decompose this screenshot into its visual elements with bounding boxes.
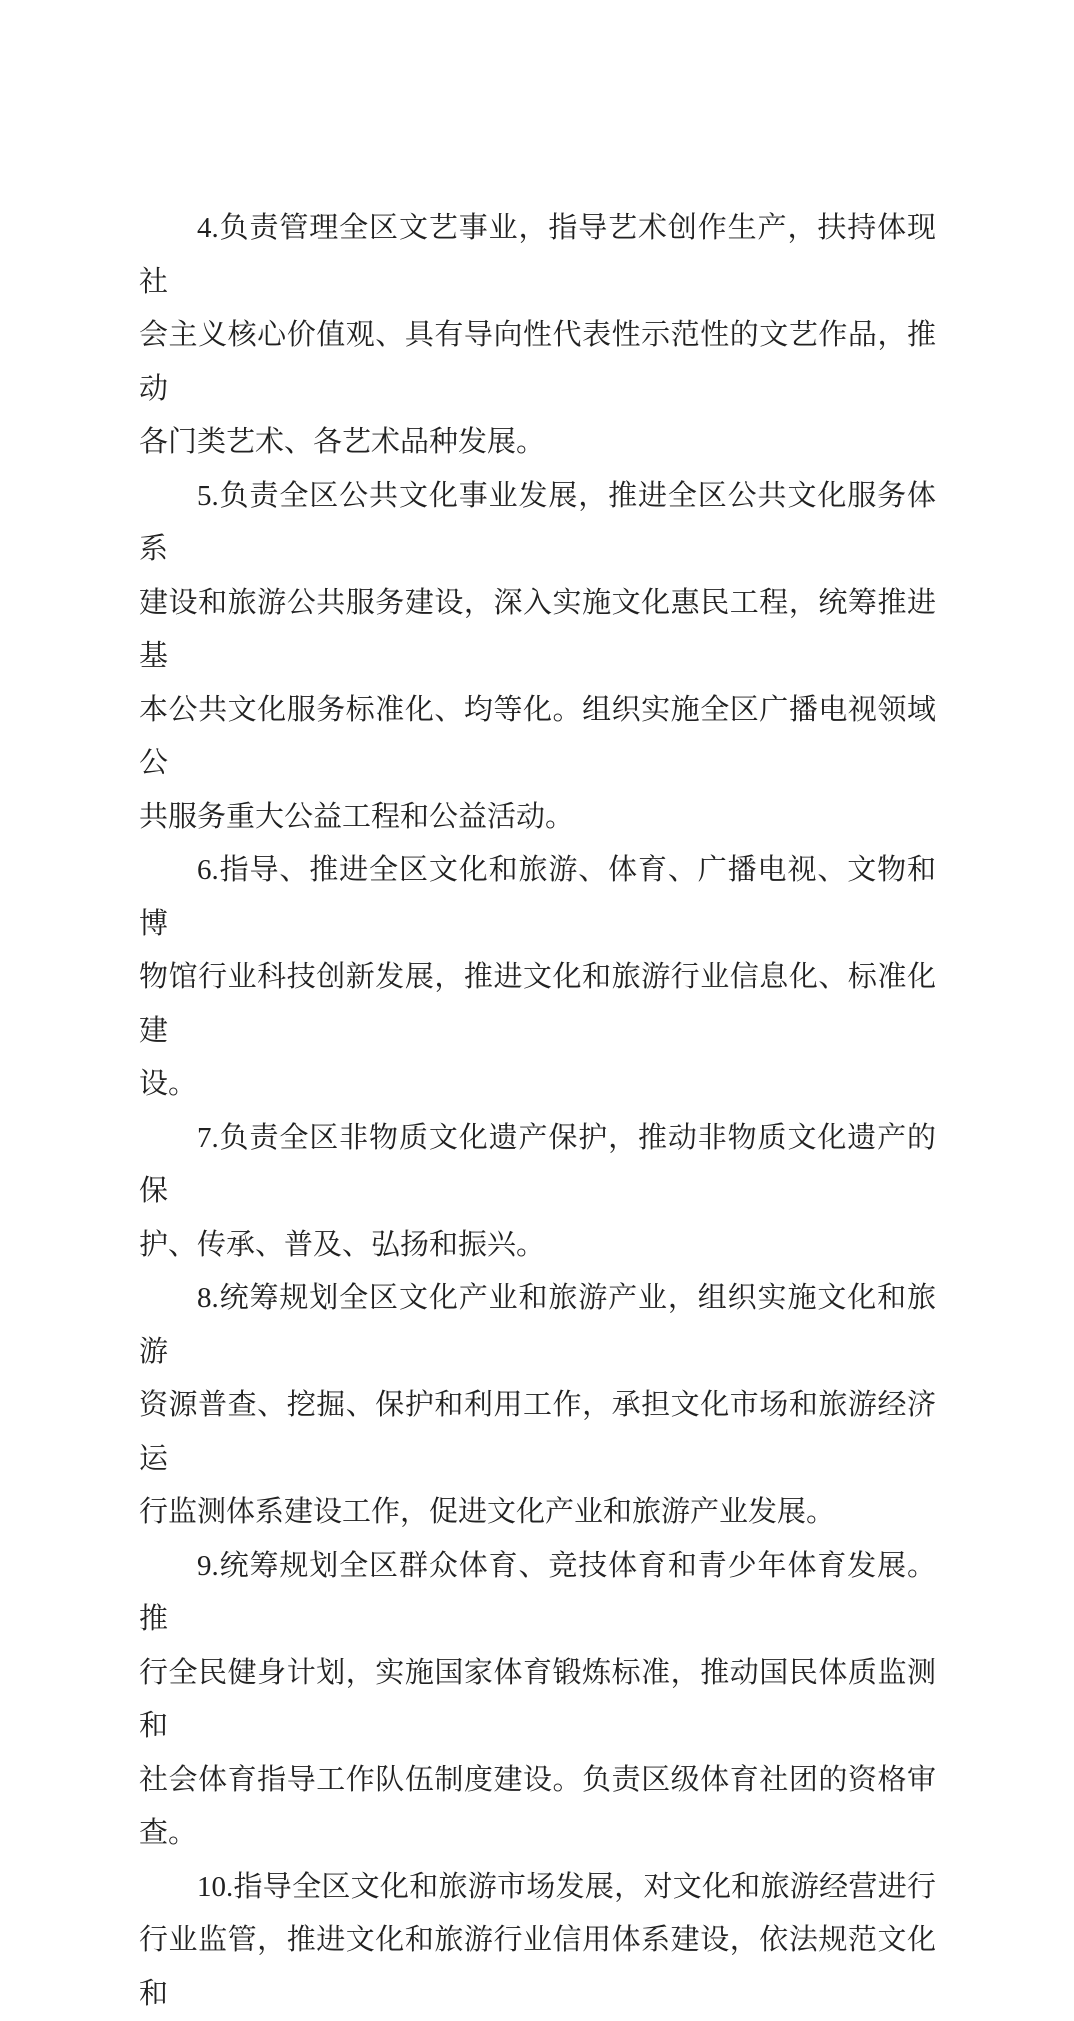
text-line: 行监测体系建设工作，促进文化产业和旅游产业发展。 — [139, 1486, 936, 1540]
text-line: 物馆行业科技创新发展，推进文化和旅游行业信息化、标准化建 — [139, 951, 936, 1058]
text-line: 9.统筹规划全区群众体育、竞技体育和青少年体育发展。推 — [139, 1540, 936, 1647]
text-line: 本公共文化服务标准化、均等化。组织实施全区广播电视领域公 — [139, 684, 936, 791]
text-line: 查。 — [139, 1807, 936, 1861]
paragraph-4 — [139, 1112, 936, 1273]
paragraph-2 — [139, 470, 936, 845]
document-body — [139, 202, 936, 2021]
text-line: 10.指导全区文化和旅游市场发展，对文化和旅游经营进行 — [139, 1861, 936, 1915]
text-line: 6.指导、推进全区文化和旅游、体育、广播电视、文物和博 — [139, 844, 936, 951]
text-line: 社会体育指导工作队伍制度建设。负责区级体育社团的资格审 — [139, 1754, 936, 1808]
text-line: 各门类艺术、各艺术品种发展。 — [139, 416, 936, 470]
text-line: 行全民健身计划，实施国家体育锻炼标准，推动国民体质监测和 — [139, 1647, 936, 1754]
paragraph-3 — [139, 844, 936, 1112]
text-line: 设。 — [139, 1058, 936, 1112]
paragraph-5 — [139, 1272, 936, 1540]
text-line: 护、传承、普及、弘扬和振兴。 — [139, 1219, 936, 1273]
text-line: 会主义核心价值观、具有导向性代表性示范性的文艺作品，推动 — [139, 309, 936, 416]
text-line: 建设和旅游公共服务建设，深入实施文化惠民工程，统筹推进基 — [139, 577, 936, 684]
paragraph-7 — [139, 1861, 936, 2021]
text-line: 共服务重大公益工程和公益活动。 — [139, 791, 936, 845]
text-line: 4.负责管理全区文艺事业，指导艺术创作生产，扶持体现社 — [139, 202, 936, 309]
text-line: 5.负责全区公共文化事业发展，推进全区公共文化服务体系 — [139, 470, 936, 577]
text-line: 8.统筹规划全区文化产业和旅游产业，组织实施文化和旅游 — [139, 1272, 936, 1379]
paragraph-1 — [139, 202, 936, 470]
text-line: 资源普查、挖掘、保护和利用工作，承担文化市场和旅游经济运 — [139, 1379, 936, 1486]
paragraph-6 — [139, 1540, 936, 1861]
text-line: 行业监管，推进文化和旅游行业信用体系建设，依法规范文化和 — [139, 1914, 936, 2021]
text-line: 7.负责全区非物质文化遗产保护，推动非物质文化遗产的保 — [139, 1112, 936, 1219]
